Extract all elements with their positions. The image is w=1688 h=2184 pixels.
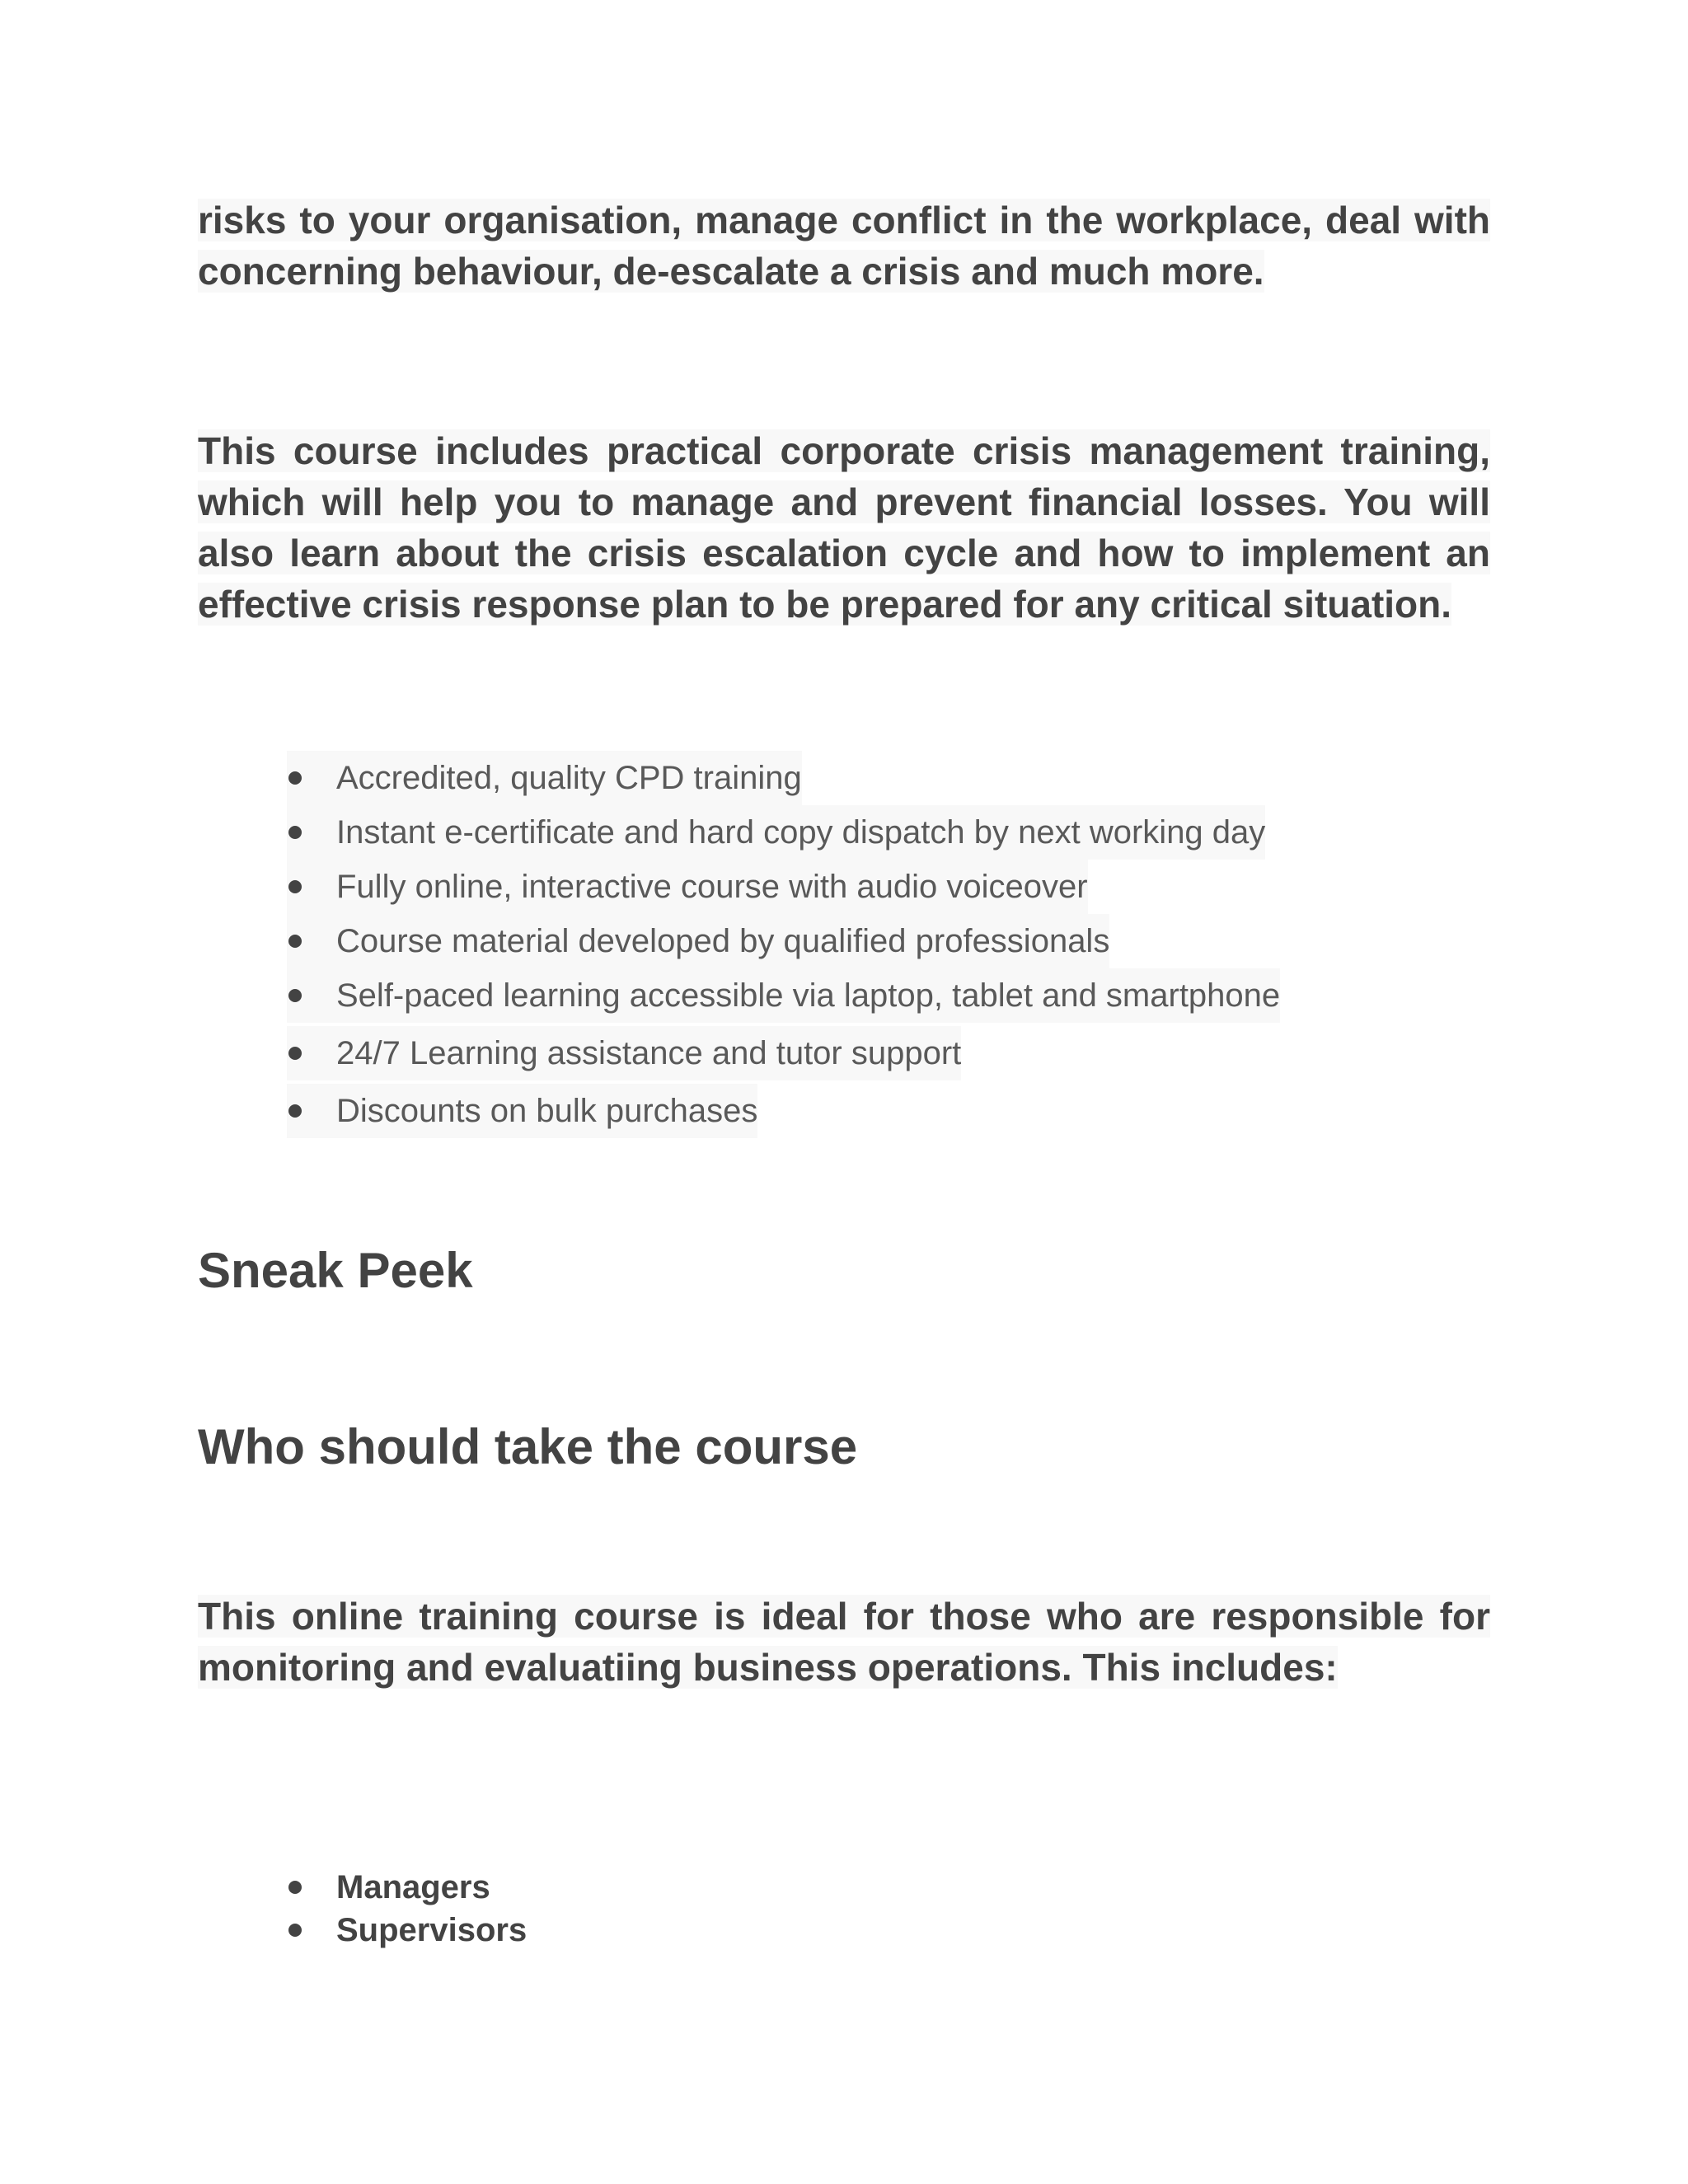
bullet-icon (288, 1881, 302, 1894)
list-item-text: Managers (336, 1869, 490, 1905)
list-item-text: Supervisors (336, 1912, 528, 1948)
list-item (287, 914, 1109, 968)
list-item (287, 860, 1088, 914)
sneak-peek-heading: Sneak Peek (198, 1243, 473, 1298)
bullet-icon (288, 1104, 302, 1118)
bullet-icon (288, 1047, 302, 1060)
list-item (287, 1084, 757, 1138)
list-item-text: Course material developed by qualified professionals (336, 923, 1110, 959)
list-item (287, 751, 802, 805)
intro-paragraph-text: risks to your organisation, manage conflict in the workplace, deal with concerning behaviour, de-escalate a crisis and much more. (198, 199, 1490, 293)
list-item (287, 805, 1265, 860)
list-item (287, 968, 1280, 1023)
bullet-icon (288, 880, 302, 893)
intro-paragraph (198, 194, 1490, 297)
list-item-text: Discounts on bulk purchases (336, 1093, 758, 1129)
list-item-text: Accredited, quality CPD training (336, 760, 802, 796)
who-paragraph-block (198, 1591, 1490, 1693)
list-item (287, 1866, 490, 1909)
course-paragraph-block (198, 425, 1490, 630)
who-should-take-heading: Who should take the course (198, 1419, 858, 1474)
list-item (287, 1026, 961, 1080)
bullet-icon (288, 826, 302, 839)
list-item-text: Self-paced learning accessible via laptop, tablet and smartphone (336, 977, 1281, 1014)
course-paragraph-text: This course includes practical corporate crisis management training, which will help you to manage and prevent financial losses. You will also learn about the crisis escalation cycle and how to implement an effective crisis response plan to be prepared for any critical situation. (198, 429, 1490, 626)
features-list (288, 751, 1280, 1138)
list-item-text: Fully online, interactive course with audio voiceover (336, 869, 1088, 905)
list-item-text: 24/7 Learning assistance and tutor support (336, 1035, 962, 1071)
list-item (287, 1909, 527, 1952)
who-paragraph-text: This online training course is ideal for those who are responsible for monitoring and evaluatiing business operations. This includes: (198, 1595, 1490, 1689)
bullet-icon (288, 771, 302, 785)
intro-paragraph-block (198, 194, 1490, 297)
bullet-icon (288, 1924, 302, 1937)
bullet-icon (288, 989, 302, 1002)
audience-list (288, 1866, 527, 1952)
who-paragraph (198, 1591, 1490, 1693)
course-paragraph (198, 425, 1490, 630)
bullet-icon (288, 935, 302, 948)
list-item-text: Instant e-certificate and hard copy dispatch by next working day (336, 814, 1266, 851)
